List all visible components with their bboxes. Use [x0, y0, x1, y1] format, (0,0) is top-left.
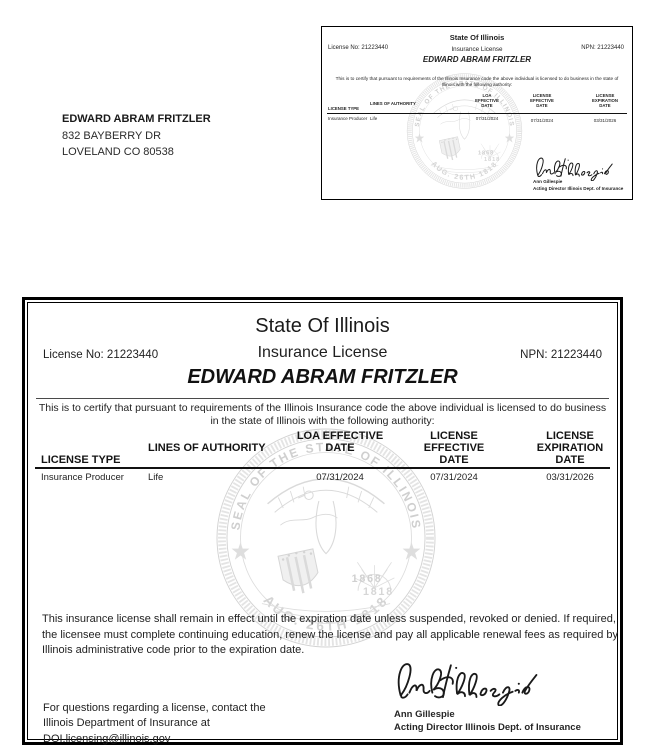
cell-license-effective-date: 07/31/2024	[430, 472, 478, 483]
document-type: Insurance License	[451, 45, 503, 53]
license-document	[22, 297, 623, 745]
col-header-lines-of-authority: LINES OF AUTHORITY	[370, 100, 416, 106]
signer-name: Ann Gillespie	[394, 709, 455, 720]
col-header-license-expiration-date: LICENSE EXPIRATION DATE	[592, 93, 618, 109]
cell-loa-effective-date: 07/31/2024	[316, 472, 364, 483]
document-type: Insurance License	[257, 344, 388, 361]
recipient-address-line2: LOVELAND CO 80538	[62, 146, 174, 158]
license-number: License No: 21223440	[43, 349, 159, 361]
state-title: State Of Illinois	[255, 315, 390, 337]
certify-text: This is to certify that pursuant to requirements of the Illinois Insurance code the above individual is licensed to do business in the state of Illinois with the following authority:	[38, 402, 607, 427]
authority-table-header	[322, 92, 632, 112]
col-header-license-type: LICENSE TYPE	[41, 454, 121, 467]
col-header-loa-effective-date: LOA EFFECTIVE DATE	[475, 93, 499, 109]
cell-license-expiration-date: 03/31/2026	[593, 118, 617, 123]
illinois-state-seal-watermark	[398, 71, 531, 191]
recipient-name: EDWARD ABRAM FRITZLER	[62, 113, 211, 125]
renewal-conditions-text: This insurance license shall remain in effect until the expiration date unless suspended, revoked or denied. If required, the licensee must complete continuing education, renew the license and pay all applicable renewal fees as required by Illinois administrative code prior to the expiration date.	[42, 613, 619, 656]
license-preview-card	[321, 26, 633, 200]
cell-lines-of-authority: Life	[148, 472, 164, 483]
cell-lines-of-authority: Life	[370, 116, 378, 121]
table-row	[322, 116, 632, 124]
col-header-loa-effective-date: LOA EFFECTIVE DATE	[296, 430, 384, 454]
contact-info-block	[43, 701, 266, 747]
signer-title: Acting Director Illinois Dept. of Insurance	[394, 722, 581, 733]
divider-rule	[36, 398, 609, 399]
cell-license-expiration-date: 03/31/2026	[546, 472, 594, 483]
col-header-license-effective-date: LICENSE EFFECTIVE DATE	[423, 430, 485, 466]
license-holder-name: EDWARD ABRAM FRITZLER	[422, 55, 532, 64]
contact-line1: For questions regarding a license, contact the	[43, 702, 266, 714]
cell-loa-effective-date: 07/31/2024	[475, 116, 499, 121]
cell-license-type: Insurance Producer	[41, 472, 124, 483]
contact-line2: Illinois Department of Insurance at	[43, 717, 210, 730]
recipient-address-line1: 832 BAYBERRY DR	[62, 129, 162, 142]
cell-license-effective-date: 07/31/2024	[530, 118, 554, 123]
authority-table-header	[28, 430, 617, 467]
signature-image	[531, 151, 615, 181]
col-header-lines-of-authority: LINES OF AUTHORITY	[148, 442, 266, 455]
license-document-inner-border	[27, 302, 619, 745]
recipient-address-block	[62, 111, 211, 161]
state-title: State Of Illinois	[449, 33, 505, 42]
table-header-rule	[35, 467, 610, 469]
signature-image	[390, 651, 540, 706]
col-header-license-effective-date: LICENSE EFFECTIVE DATE	[530, 93, 554, 109]
col-header-license-type: LICENSE TYPE	[328, 105, 360, 111]
certify-text: This is to certify that pursuant to requirements of the Illinois Insurance code the above individual is licensed to do business in the state of Illinois with the following authority:	[335, 76, 619, 87]
signer-title: Acting Director Illinois Dept. of Insurance	[533, 186, 624, 191]
signer-name: Ann Gillespie	[533, 179, 563, 184]
cell-license-type: Insurance Producer	[328, 116, 368, 121]
table-header-rule	[327, 113, 627, 114]
contact-email: DOI.licensing@illinois.gov	[43, 732, 171, 745]
license-number: License No: 21223440	[328, 45, 389, 51]
col-header-license-expiration-date: LICENSE EXPIRATION DATE	[536, 430, 604, 466]
npn-number: NPN: 21223440	[581, 45, 624, 51]
license-holder-name: EDWARD ABRAM FRITZLER	[187, 366, 458, 388]
table-row	[28, 472, 617, 486]
npn-number: NPN: 21223440	[520, 349, 602, 361]
